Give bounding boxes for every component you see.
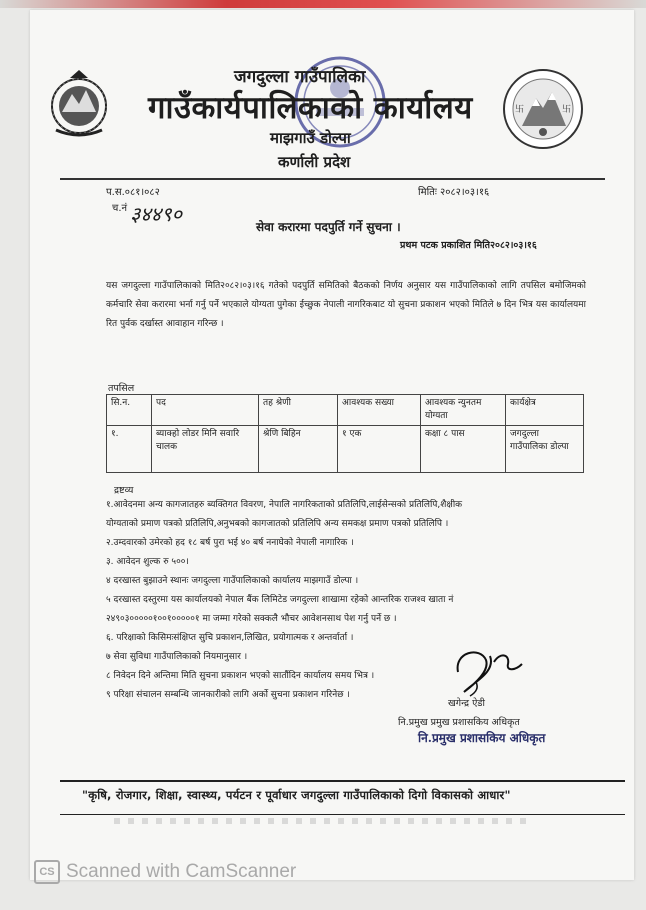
province-name: कर्णाली प्रदेश: [278, 153, 351, 171]
notice-body: यस जगदुल्ला गाउँपालिकाको मिति२०८२।०३।१६ गतेको पदपुर्ति समितिको बैठकको निर्णय अनुसार यस गाउँपालिकाको लागि तपसिल बमोजिमको कर्मचारि सेवा करारमा भर्ना गर्नु पर्ने भएकाले योग्यता पुगेका ईच्छुक नेपाली नागरिकबाट यो सुचना प्रकाशन भएको मितिले ७ दिन भित्र यस कार्यालयमा रित पुर्वक दर्खास्त आवाहान गरिन्छ ।: [106, 281, 586, 329]
dispatch-number-label: च.नं: [112, 203, 128, 214]
camscanner-watermark: [34, 860, 296, 884]
signatory-name: खगेन्द्र ऐडी: [448, 698, 485, 709]
camscanner-text: Scanned with CamScanner: [66, 861, 297, 882]
table-header-cell: पद: [152, 395, 259, 426]
table-header-row: [107, 395, 584, 426]
designation-stamp: नि.प्रमुख प्रशासकिय अधिकृत: [418, 731, 546, 745]
signature-icon: [450, 642, 530, 700]
table-header-cell: तह श्रेणी: [259, 395, 338, 426]
first-published-date: प्रथम पटक प्रकाशित मिति२०८२।०३।१६: [400, 240, 537, 251]
footer-slogan: "कृषि, रोजगार, शिक्षा, स्वास्थ्य, पर्यटन र पूर्वाधार जगदुल्ला गाउँपालिकाको दिगो विकासको आधार": [82, 788, 511, 802]
reference-number: प.स.०८१।०८२: [106, 187, 160, 198]
table-header-cell: आवश्यक न्युनतम योग्यता: [421, 395, 506, 426]
table-header-cell: आवश्यक सख्या: [338, 395, 421, 426]
table-cell: कक्षा ८ पास: [421, 426, 506, 473]
list-item: ८ निवेदन दिने अन्तिमा मिति सुचना प्रकाशन भएको सातौंदिन कार्यालय समय भित्र ।: [106, 671, 375, 681]
municipality-name: जगदुल्ला गाउँपालिका: [234, 67, 366, 87]
list-item: ३. आवेदन शुल्क रु ५००।: [106, 557, 189, 567]
table-row: [107, 426, 584, 473]
list-item: २.उम्दवारको उमेरको हद १८ बर्ष पुरा भई ४० बर्ष ननाघेको नेपाली नागारिक ।: [106, 538, 354, 548]
list-item: योग्यताको प्रमाण पत्रको प्रतिलिपि,अनुभबको कागजातको प्रतिलिपि अन्य समकक्ष प्रमाण पत्रको प्रतिलिपि ।: [106, 519, 449, 529]
header-divider: [60, 178, 605, 180]
footer-bottom-rule: [60, 814, 625, 815]
table-cell: श्रेणि बिहिन: [259, 426, 338, 473]
top-color-band: [0, 0, 646, 8]
notes-heading: द्रष्टव्य: [114, 485, 134, 496]
footer-top-rule: [60, 780, 625, 782]
table-cell: जगदुल्ला गाउँपालिका डोल्पा: [506, 426, 584, 473]
annex-label: तपसिल: [108, 383, 135, 394]
list-item: ४ दरखास्त बुझाउने स्थानः जगदुल्ला गाउँपालिकाको कार्यालय माझगाउँ डोल्पा ।: [106, 576, 359, 586]
nepal-emblem-icon: [48, 68, 110, 144]
list-item: २४९०३०००००१००१०००००१ मा जम्मा गरेको सक्कलै भौचर आवेशनसाथ पेश गर्नु पर्ने छ ।: [106, 614, 397, 624]
table-cell: ब्याक्हो लोडर मिनि सवारि चालक: [152, 426, 259, 473]
svg-text:卐: 卐: [515, 105, 525, 115]
list-item: ७ सेवा सुविधा गाउँपालिकाको नियमानुसार ।: [106, 652, 248, 662]
office-location: माझगाउँ डोल्पा: [270, 129, 351, 147]
dispatch-number-handwritten: ३४४९०: [130, 202, 182, 226]
notice-title: सेवा करारमा पदपुर्ति गर्ने सुचना ।: [256, 220, 401, 234]
list-item: ५ दरखास्त दस्तुरमा यस कार्यालयको नेपाल बैंक लिमिटेड जगदुल्ला शाखामा रहेको आन्तरिक राजश्व खाता नं: [106, 595, 454, 605]
notice-date: मितिः २०८२।०३।१६: [418, 187, 490, 198]
municipality-logo-icon: [502, 68, 584, 150]
vacancy-table: [106, 394, 584, 473]
list-item: १.आवेदनमा अन्य कागजातहरु ब्यक्तिगत विवरण, नेपालि नागरिकताको प्रतिलिपि,लाईसेन्सको प्रतिलिपि,शैक्षीक: [106, 500, 463, 510]
footer-faint-text: [114, 818, 534, 824]
table-header-cell: कार्यक्षेत्र: [506, 395, 584, 426]
list-item: ६. परिक्षाको किसिमःसंक्षिप्त सुचि प्रकाशन,लिखित, प्रयोगात्मक र अन्तर्वार्ता ।: [106, 633, 354, 643]
table-header-cell: सि.न.: [107, 395, 152, 426]
document-page: [30, 10, 634, 880]
svg-text:卐: 卐: [562, 105, 572, 115]
camscanner-logo-icon: CS: [34, 860, 60, 884]
table-cell: १ एक: [338, 426, 421, 473]
list-item: ९ परिक्षा संचालन सम्बन्धि जानकारीको लागि अर्को सुचना प्रकाशन गरिनेछ ।: [106, 690, 350, 700]
table-cell: १.: [107, 426, 152, 473]
office-title: गाउँकार्यपालिकाको कार्यालय: [148, 90, 473, 126]
signatory-designation: नि.प्रमुख प्रमुख प्रशासकिय अधिकृत: [398, 717, 520, 728]
